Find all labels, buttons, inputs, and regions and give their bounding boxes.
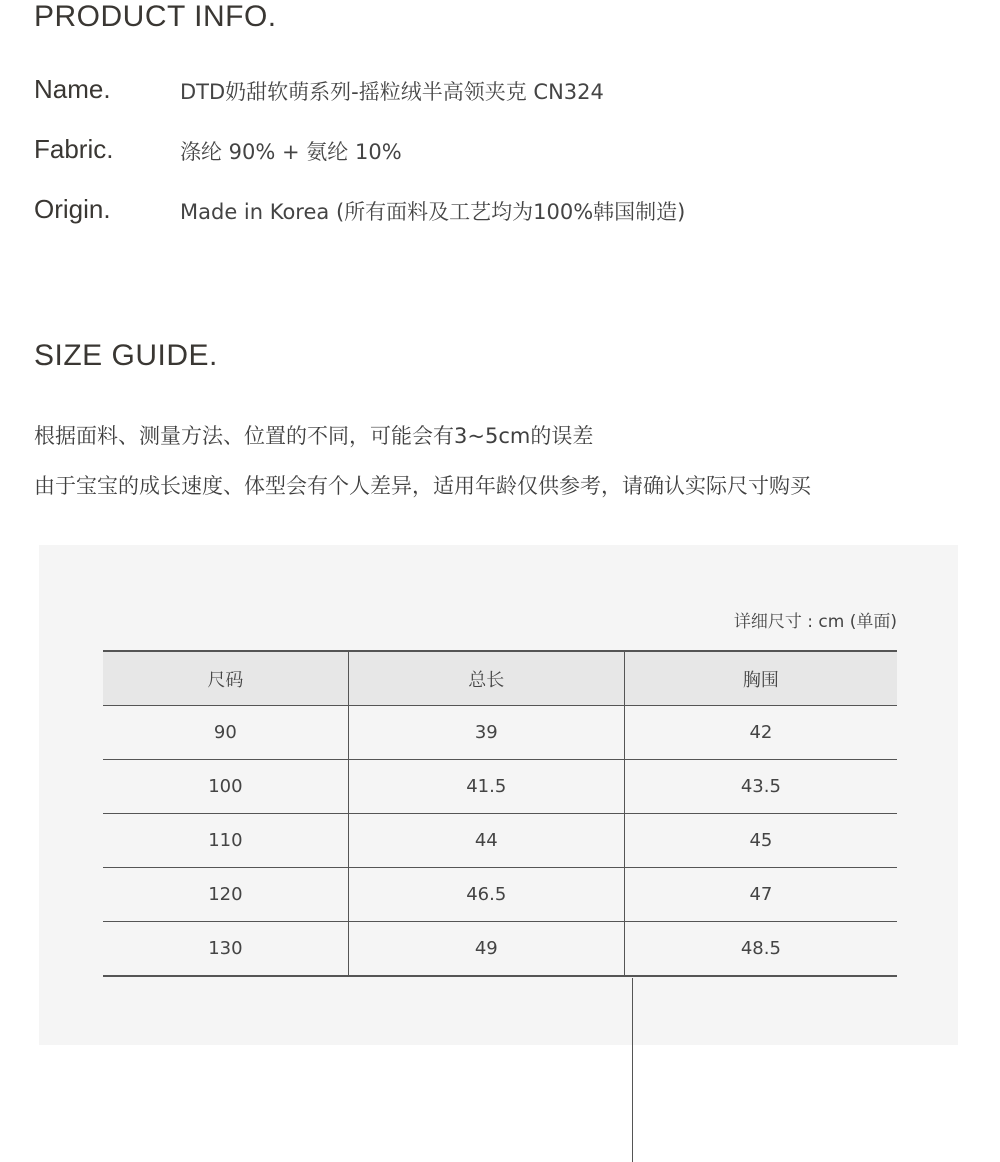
cell-chest: 45 (624, 814, 897, 868)
cell-size: 120 (103, 868, 348, 922)
size-chart-panel (39, 545, 958, 1045)
origin-label: Origin. (34, 194, 111, 224)
size-guide-title: SIZE GUIDE. (34, 339, 218, 372)
table-row (103, 706, 897, 760)
cell-size: 130 (103, 922, 348, 977)
table-row (103, 922, 897, 977)
table-header-row (103, 651, 897, 706)
header-length: 总长 (348, 651, 624, 706)
info-row-name (34, 74, 934, 108)
size-note-age-reference: 由于宝宝的成长速度、体型会有个人差异，适用年龄仅供参考，请确认实际尺寸购买 (34, 474, 811, 498)
table-row (103, 760, 897, 814)
origin-value: Made in Korea (所有面料及工艺均为100%韩国制造) (180, 200, 686, 224)
cell-chest: 48.5 (624, 922, 897, 977)
name-label: Name. (34, 74, 111, 104)
cell-size: 100 (103, 760, 348, 814)
header-chest: 胸围 (624, 651, 897, 706)
cell-length: 49 (348, 922, 624, 977)
fabric-value: 涤纶 90% + 氨纶 10% (180, 140, 402, 164)
table-row (103, 814, 897, 868)
cell-size: 90 (103, 706, 348, 760)
size-note-error-range: 根据面料、测量方法、位置的不同，可能会有3~5cm的误差 (34, 424, 594, 448)
cell-chest: 43.5 (624, 760, 897, 814)
cell-chest: 42 (624, 706, 897, 760)
info-row-fabric (34, 134, 934, 168)
cell-length: 41.5 (348, 760, 624, 814)
cell-length: 46.5 (348, 868, 624, 922)
unit-note: 详细尺寸 : cm (单面) (733, 612, 897, 632)
cell-size: 110 (103, 814, 348, 868)
product-info-title: PRODUCT INFO. (34, 0, 277, 33)
cell-chest: 47 (624, 868, 897, 922)
cell-length: 44 (348, 814, 624, 868)
table-row (103, 868, 897, 922)
header-size: 尺码 (103, 651, 348, 706)
decorative-divider-line (632, 978, 633, 1162)
fabric-label: Fabric. (34, 134, 114, 164)
info-row-origin (34, 194, 934, 228)
name-value: DTD奶甜软萌系列-摇粒绒半高领夹克 CN324 (180, 80, 604, 104)
cell-length: 39 (348, 706, 624, 760)
size-table (103, 650, 897, 977)
